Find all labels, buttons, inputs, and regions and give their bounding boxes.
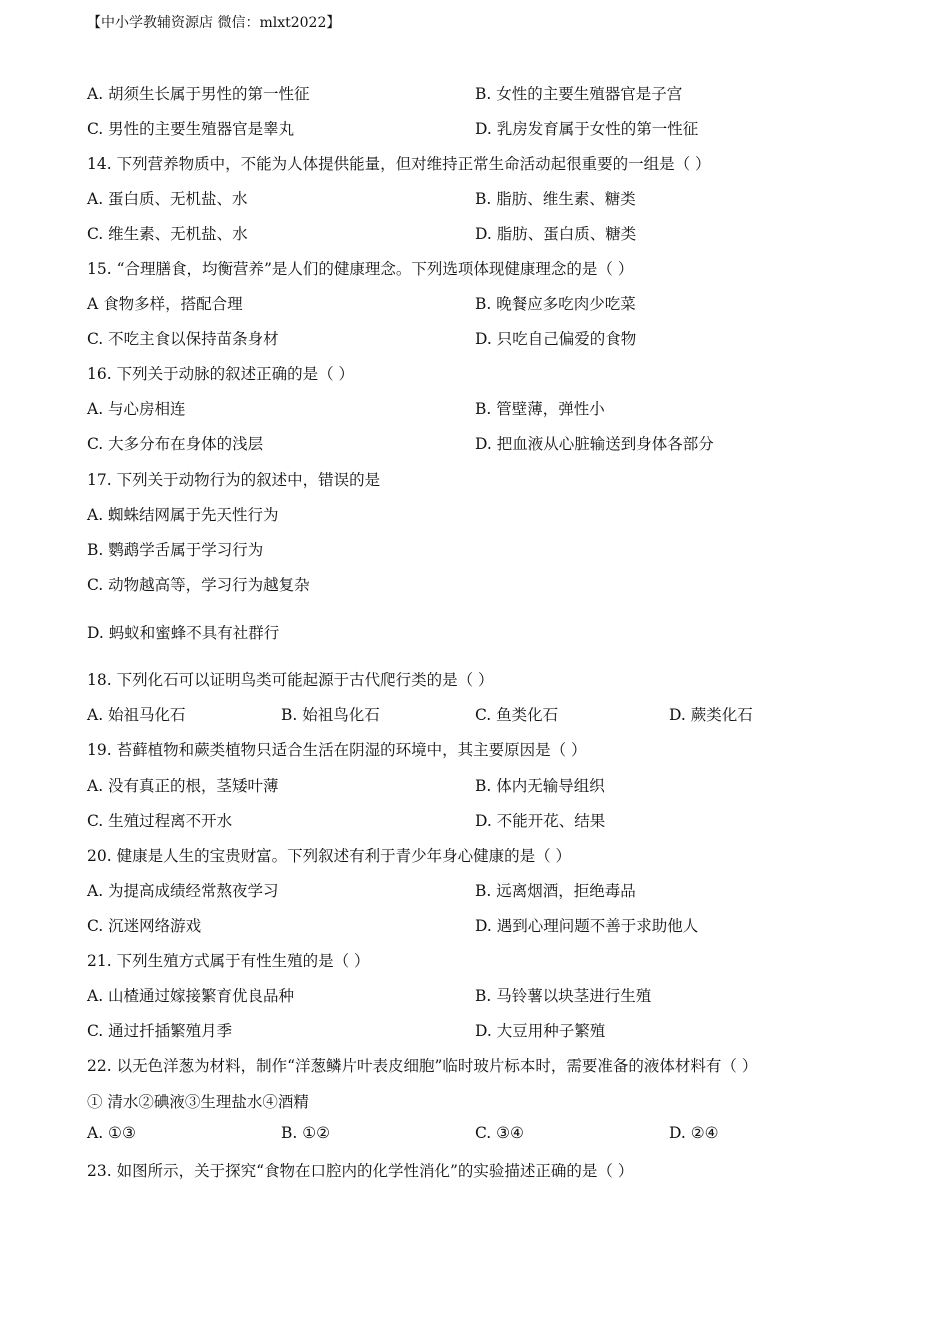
q16-option-b: B. 管壁薄，弹性小 <box>475 400 605 418</box>
q21-option-c: C. 通过扦插繁殖月季 <box>87 1022 233 1040</box>
q20-option-c: C. 沉迷网络游戏 <box>87 917 202 935</box>
q16-option-d: D. 把血液从心脏输送到身体各部分 <box>475 435 714 453</box>
q22-option-d: D. ②④ <box>669 1124 719 1142</box>
q16-option-a: A. 与心房相连 <box>87 400 186 418</box>
q22-option-c: C. ③④ <box>475 1124 524 1142</box>
q14-option-a: A. 蛋白质、无机盐、水 <box>87 190 248 208</box>
q17-option-c: C. 动物越高等，学习行为越复杂 <box>87 576 310 594</box>
q17-option-b: B. 鹦鹉学舌属于学习行为 <box>87 541 264 559</box>
page-header: 【中小学教辅资源店 微信：mlxt2022】 <box>87 15 341 31</box>
q13-option-a: A. 胡须生长属于男性的第一性征 <box>87 85 310 103</box>
q20-stem: 20. 健康是人生的宝贵财富。下列叙述有利于青少年身心健康的是（ ） <box>87 847 572 865</box>
q18-stem: 18. 下列化石可以证明鸟类可能起源于古代爬行类的是（ ） <box>87 671 494 689</box>
q13-option-c: C. 男性的主要生殖器官是睾丸 <box>87 120 295 138</box>
q22-option-a: A. ①③ <box>87 1124 136 1142</box>
q18-option-c: C. 鱼类化石 <box>475 706 559 724</box>
q15-option-c: C. 不吃主食以保持苗条身材 <box>87 330 279 348</box>
q16-stem: 16. 下列关于动脉的叙述正确的是（ ） <box>87 365 355 383</box>
q20-option-d: D. 遇到心理问题不善于求助他人 <box>475 917 699 935</box>
q15-option-a: A 食物多样，搭配合理 <box>87 295 243 313</box>
q21-option-d: D. 大豆用种子繁殖 <box>475 1022 606 1040</box>
q14-option-c: C. 维生素、无机盐、水 <box>87 225 248 243</box>
q21-stem: 21. 下列生殖方式属于有性生殖的是（ ） <box>87 952 370 970</box>
q14-option-d: D. 脂肪、蛋白质、糖类 <box>475 225 637 243</box>
q17-option-d: D. 蚂蚁和蜜蜂不具有社群行 <box>87 624 280 642</box>
q18-option-a: A. 始祖马化石 <box>87 706 186 724</box>
q19-stem: 19. 苔藓植物和蕨类植物只适合生活在阴湿的环境中，其主要原因是（ ） <box>87 741 587 759</box>
q15-option-b: B. 晚餐应多吃肉少吃菜 <box>475 295 636 313</box>
q19-option-b: B. 体内无输导组织 <box>475 777 605 795</box>
q15-stem: 15. “合理膳食，均衡营养”是人们的健康理念。下列选项体现健康理念的是（ ） <box>87 260 634 278</box>
q20-option-b: B. 远离烟酒，拒绝毒品 <box>475 882 636 900</box>
q19-option-c: C. 生殖过程离不开水 <box>87 812 233 830</box>
q21-option-a: A. 山楂通过嫁接繁育优良品种 <box>87 987 295 1005</box>
q19-option-d: D. 不能开花、结果 <box>475 812 606 830</box>
q20-option-a: A. 为提高成绩经常熬夜学习 <box>87 882 279 900</box>
q21-option-b: B. 马铃薯以块茎进行生殖 <box>475 987 652 1005</box>
q15-option-d: D. 只吃自己偏爱的食物 <box>475 330 637 348</box>
q18-option-d: D. 蕨类化石 <box>669 706 753 724</box>
q13-option-d: D. 乳房发育属于女性的第一性征 <box>475 120 699 138</box>
q22-material-list: ① 清水②碘液③生理盐水④酒精 <box>87 1093 309 1111</box>
q17-option-a: A. 蜘蛛结网属于先天性行为 <box>87 506 279 524</box>
q14-stem: 14. 下列营养物质中，不能为人体提供能量，但对维持正常生命活动起很重要的一组是（ ） <box>87 155 711 173</box>
q13-option-b: B. 女性的主要生殖器官是子宫 <box>475 85 683 103</box>
q18-option-b: B. 始祖鸟化石 <box>281 706 380 724</box>
q16-option-c: C. 大多分布在身体的浅层 <box>87 435 264 453</box>
q23-stem: 23. 如图所示，关于探究“食物在口腔内的化学性消化”的实验描述正确的是（ ） <box>87 1162 634 1180</box>
q22-option-b: B. ①② <box>281 1124 331 1142</box>
q22-stem: 22. 以无色洋葱为材料，制作“洋葱鳞片叶表皮细胞”临时玻片标本时，需要准备的液体材料有（ ） <box>87 1057 758 1075</box>
q17-stem: 17. 下列关于动物行为的叙述中，错误的是 <box>87 471 381 489</box>
q19-option-a: A. 没有真正的根，茎矮叶薄 <box>87 777 279 795</box>
q14-option-b: B. 脂肪、维生素、糖类 <box>475 190 636 208</box>
